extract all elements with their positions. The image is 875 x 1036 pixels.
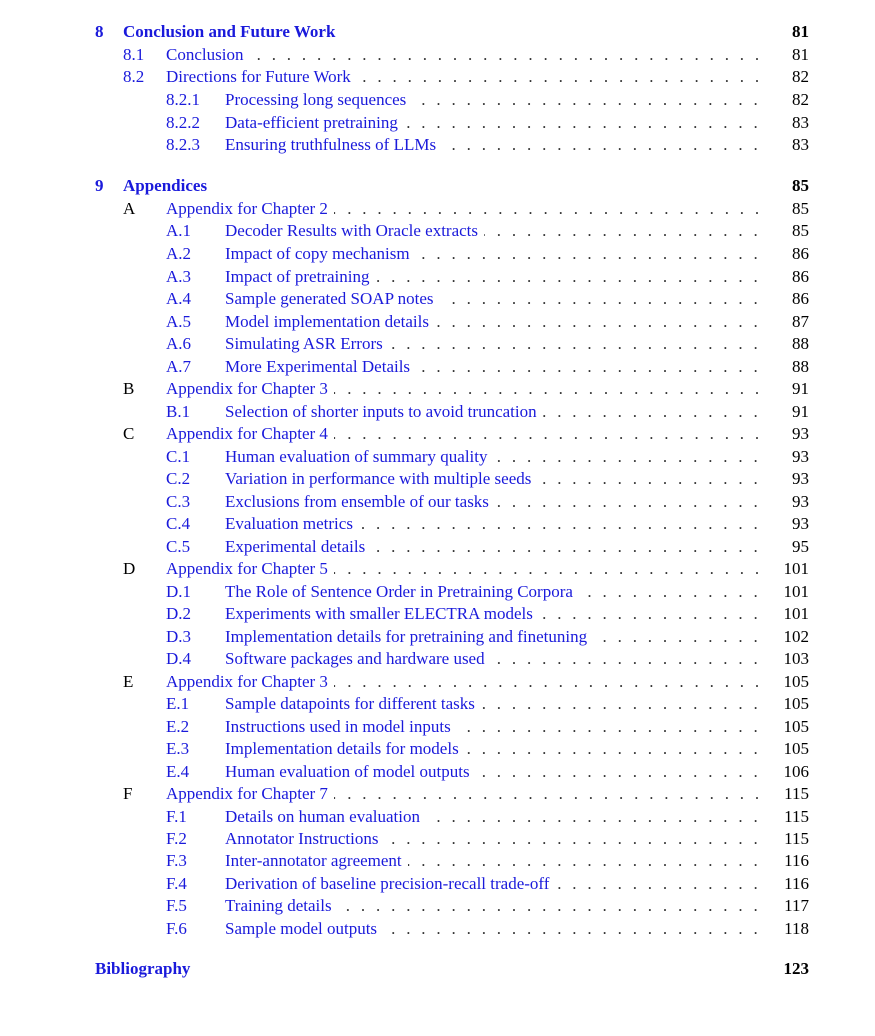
toc-subsection[interactable] (0, 311, 875, 333)
subsection-number: A.4 (166, 289, 192, 308)
page-number: 116 (769, 873, 809, 895)
subsection-title[interactable]: Training details (225, 895, 338, 917)
subsection-number: D.1 (166, 582, 192, 601)
subsection-number: F.6 (166, 919, 187, 938)
page-number: 93 (769, 446, 809, 468)
page-number: 83 (769, 134, 809, 156)
toc-appendix-e[interactable] (0, 671, 875, 693)
subsection-title[interactable]: Exclusions from ensemble of our tasks (225, 491, 495, 513)
page-number: 117 (769, 895, 809, 917)
subsection-number: 8.2.2 (166, 113, 200, 132)
subsection-title[interactable]: Simulating ASR Errors (225, 333, 389, 355)
appendix-letter: F (123, 784, 133, 803)
subsection-number: E.2 (166, 717, 190, 736)
toc-subsection[interactable] (0, 401, 875, 423)
chapter-title[interactable]: Appendices (123, 175, 213, 197)
page-number: 82 (769, 66, 809, 88)
page-number: 85 (769, 175, 809, 197)
subsection-number: E.3 (166, 739, 190, 758)
toc-subsection[interactable] (0, 806, 875, 828)
toc-subsection[interactable] (0, 112, 875, 134)
toc-subsection[interactable] (0, 648, 875, 670)
page-number: 93 (769, 423, 809, 445)
subsection-title[interactable]: Decoder Results with Oracle extracts (225, 220, 484, 242)
toc-subsection[interactable] (0, 626, 875, 648)
subsection-number: C.2 (166, 469, 191, 488)
section-title[interactable]: Directions for Future Work (166, 66, 357, 88)
appendix-letter: E (123, 672, 134, 691)
toc-subsection[interactable] (0, 738, 875, 760)
page-number: 88 (769, 356, 809, 378)
toc-subsection[interactable] (0, 468, 875, 490)
toc-subsection[interactable] (0, 873, 875, 895)
page-number: 101 (769, 603, 809, 625)
subsection-title[interactable]: Derivation of baseline precision-recall trade-off (225, 873, 555, 895)
subsection-title[interactable]: Software packages and hardware used (225, 648, 491, 670)
appendix-title[interactable]: Appendix for Chapter 3 (166, 671, 334, 693)
appendix-title[interactable]: Appendix for Chapter 2 (166, 198, 334, 220)
appendix-letter: D (123, 559, 136, 578)
subsection-number: C.1 (166, 447, 191, 466)
chapter-title[interactable]: Conclusion and Future Work (123, 21, 341, 43)
section-number: 8.2 (123, 67, 145, 86)
appendix-title[interactable]: Appendix for Chapter 7 (166, 783, 334, 805)
toc-subsection[interactable] (0, 266, 875, 288)
subsection-title[interactable]: Human evaluation of summary quality (225, 446, 494, 468)
toc-subsection[interactable] (0, 716, 875, 738)
subsection-title[interactable]: Impact of copy mechanism (225, 243, 416, 265)
page-number: 115 (769, 828, 809, 850)
subsection-number: 8.2.1 (166, 90, 200, 109)
page-number: 105 (769, 738, 809, 760)
subsection-title[interactable]: Variation in performance with multiple seeds (225, 468, 537, 490)
page-number: 95 (769, 536, 809, 558)
toc-subsection[interactable] (0, 513, 875, 535)
subsection-title[interactable]: Data-efficient pretraining (225, 112, 404, 134)
page-number: 85 (769, 198, 809, 220)
appendix-letter: B (123, 379, 135, 398)
toc-section[interactable] (0, 66, 875, 88)
page-number: 93 (769, 468, 809, 490)
subsection-title[interactable]: Ensuring truthfulness of LLMs (225, 134, 442, 156)
subsection-title[interactable]: Experiments with smaller ELECTRA models (225, 603, 539, 625)
page-number: 85 (769, 220, 809, 242)
subsection-number: F.1 (166, 807, 187, 826)
toc-subsection[interactable] (0, 828, 875, 850)
toc-subsection[interactable] (0, 446, 875, 468)
chapter-number: 9 (95, 176, 104, 195)
subsection-title[interactable]: Sample model outputs (225, 918, 383, 940)
toc-subsection[interactable] (0, 288, 875, 310)
subsection-number: B.1 (166, 402, 191, 421)
subsection-number: F.3 (166, 851, 187, 870)
subsection-number: A.7 (166, 357, 192, 376)
page-number: 81 (769, 44, 809, 66)
subsection-title[interactable]: Annotator Instructions (225, 828, 384, 850)
subsection-number: C.4 (166, 514, 191, 533)
chapter-number: 8 (95, 22, 104, 41)
toc-subsection[interactable] (0, 761, 875, 783)
toc-subsection[interactable] (0, 89, 875, 111)
toc-subsection[interactable] (0, 491, 875, 513)
appendix-letter: A (123, 199, 136, 218)
toc-bibliography[interactable] (0, 958, 875, 980)
subsection-number: A.5 (166, 312, 192, 331)
subsection-number: A.2 (166, 244, 192, 263)
subsection-title[interactable]: Sample datapoints for different tasks (225, 693, 481, 715)
toc-subsection[interactable] (0, 134, 875, 156)
subsection-title[interactable]: Model implementation details (225, 311, 435, 333)
page-number: 105 (769, 693, 809, 715)
page-number: 83 (769, 112, 809, 134)
subsection-title[interactable]: More Experimental Details (225, 356, 416, 378)
page-number: 118 (769, 918, 809, 940)
toc-subsection[interactable] (0, 536, 875, 558)
section-number: 8.1 (123, 45, 145, 64)
toc-appendix-b[interactable] (0, 378, 875, 400)
page-number: 87 (769, 311, 809, 333)
toc-subsection[interactable] (0, 693, 875, 715)
bibliography-title[interactable]: Bibliography (95, 958, 196, 980)
subsection-title[interactable]: Impact of pretraining (225, 266, 375, 288)
page-number: 105 (769, 716, 809, 738)
subsection-number: 8.2.3 (166, 135, 200, 154)
subsection-number: C.5 (166, 537, 191, 556)
section-title[interactable]: Conclusion (166, 44, 249, 66)
page-number: 86 (769, 266, 809, 288)
appendix-title[interactable]: Appendix for Chapter 3 (166, 378, 334, 400)
page-number: 91 (769, 378, 809, 400)
subsection-number: A.1 (166, 221, 192, 240)
page-number: 123 (769, 958, 809, 980)
subsection-number: D.2 (166, 604, 192, 623)
page-number: 88 (769, 333, 809, 355)
subsection-title[interactable]: Details on human evaluation (225, 806, 426, 828)
subsection-number: D.3 (166, 627, 192, 646)
subsection-title[interactable]: Sample generated SOAP notes (225, 288, 440, 310)
toc-subsection[interactable] (0, 356, 875, 378)
toc-subsection[interactable] (0, 581, 875, 603)
subsection-title[interactable]: Selection of shorter inputs to avoid truncation (225, 401, 543, 423)
page-number: 105 (769, 671, 809, 693)
page-number: 101 (769, 558, 809, 580)
toc-appendix-a[interactable] (0, 198, 875, 220)
page-number: 102 (769, 626, 809, 648)
appendix-letter: C (123, 424, 135, 443)
subsection-number: F.4 (166, 874, 187, 893)
subsection-number: C.3 (166, 492, 191, 511)
subsection-title[interactable]: Experimental details (225, 536, 371, 558)
page-number: 115 (769, 806, 809, 828)
subsection-title[interactable]: Inter-annotator agreement (225, 850, 408, 872)
toc-appendix-d[interactable] (0, 558, 875, 580)
page-number: 86 (769, 243, 809, 265)
page-number: 81 (769, 21, 809, 43)
subsection-title[interactable]: Implementation details for pretraining and finetuning (225, 626, 593, 648)
subsection-title[interactable]: Human evaluation of model outputs (225, 761, 476, 783)
toc-chapter-9[interactable] (0, 175, 875, 197)
page-number: 93 (769, 513, 809, 535)
subsection-number: F.2 (166, 829, 187, 848)
toc-section[interactable] (0, 44, 875, 66)
appendix-title[interactable]: Appendix for Chapter 4 (166, 423, 334, 445)
toc-subsection[interactable] (0, 333, 875, 355)
page-number: 101 (769, 581, 809, 603)
page-number: 115 (769, 783, 809, 805)
page-number: 93 (769, 491, 809, 513)
subsection-title[interactable]: Evaluation metrics (225, 513, 359, 535)
subsection-number: A.3 (166, 267, 192, 286)
page-number: 106 (769, 761, 809, 783)
toc-subsection[interactable] (0, 603, 875, 625)
page-number: 91 (769, 401, 809, 423)
subsection-number: F.5 (166, 896, 187, 915)
page-number: 103 (769, 648, 809, 670)
toc-subsection[interactable] (0, 850, 875, 872)
page-number: 116 (769, 850, 809, 872)
subsection-title[interactable]: Implementation details for models (225, 738, 465, 760)
subsection-title[interactable]: Processing long sequences (225, 89, 412, 111)
toc-subsection[interactable] (0, 918, 875, 940)
subsection-title[interactable]: Instructions used in model inputs (225, 716, 457, 738)
subsection-number: E.1 (166, 694, 190, 713)
toc-appendix-c[interactable] (0, 423, 875, 445)
subsection-number: A.6 (166, 334, 192, 353)
toc-chapter-8[interactable] (0, 21, 875, 43)
toc-subsection[interactable] (0, 895, 875, 917)
page-number: 86 (769, 288, 809, 310)
subsection-number: E.4 (166, 762, 190, 781)
toc-appendix-f[interactable] (0, 783, 875, 805)
dot-leader (166, 44, 780, 66)
subsection-number: D.4 (166, 649, 192, 668)
page-number: 82 (769, 89, 809, 111)
toc-subsection[interactable] (0, 220, 875, 242)
toc-subsection[interactable] (0, 243, 875, 265)
subsection-title[interactable]: The Role of Sentence Order in Pretraining Corpora (225, 581, 579, 603)
appendix-title[interactable]: Appendix for Chapter 5 (166, 558, 334, 580)
